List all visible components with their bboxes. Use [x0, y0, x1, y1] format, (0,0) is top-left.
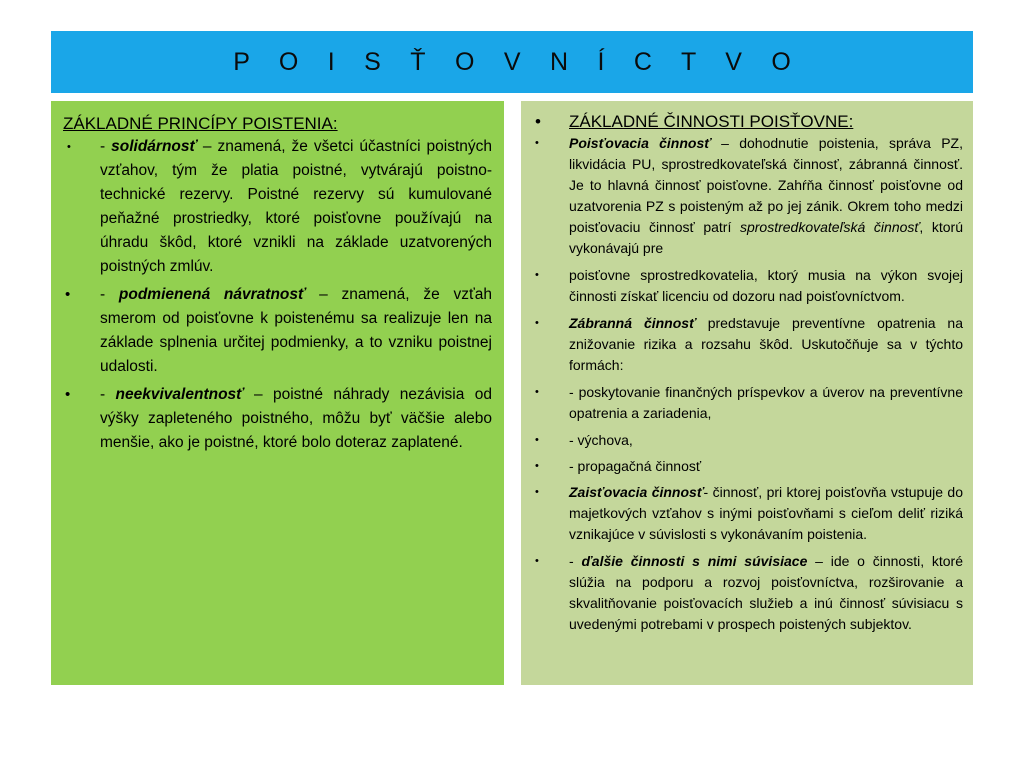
activities-list [531, 133, 963, 635]
item-term: podmienená návratnosť [118, 286, 306, 303]
bullet: • [535, 137, 539, 149]
item-text: - činnosť, pri ktorej poisťovňa vstupuje do majetkových vzťahov s inými poisťovňami s cieľom deliť riziká vznikajúce v súvislosti s vykonávaním poistenia. [569, 484, 963, 542]
item-italic: sprostredkovateľská činnosť [739, 219, 920, 235]
item-prefix: - [100, 286, 119, 303]
principles-list [63, 135, 492, 455]
item-term: ďalšie činnosti s nimi súvisiace [581, 553, 808, 569]
right-heading-text: ZÁKLADNÉ ČINNOSTI POISŤOVNE: [569, 112, 854, 131]
bullet: • [535, 555, 539, 567]
bullet: • [535, 486, 539, 498]
item-text: poisťovne sprostredkovatelia, ktorý musia na výkon svojej činnosti získať licenciu od dozoru nad poisťovníctvom. [569, 267, 963, 304]
bullet: • [535, 386, 539, 398]
item-text: – znamená, že všetci účastníci poistných vzťahov, tým že platia poistné, vytvárajú poistno-technické rezervy. Poistné rezervy sú kumulované peňažné prostriedky, ktoré poisťovne používajú na úhradu škôd, ktoré vznikli na základe uzatvorených poistných zmlúv. [100, 138, 493, 275]
bullet: • [67, 141, 71, 153]
list-item [531, 456, 963, 477]
item-prefix: - [100, 386, 116, 403]
item-term: Zaisťovacia činnosť [569, 484, 704, 500]
list-item [63, 283, 492, 379]
item-term: neekvivalentnosť [115, 386, 244, 403]
list-item [531, 430, 963, 451]
item-term: Zábranná činnosť [569, 315, 696, 331]
bullet: • [535, 434, 539, 446]
title-bar [51, 31, 973, 93]
list-item [531, 133, 963, 259]
item-text: – dohodnutie poistenia, správa PZ, likvidácia PU, sprostredkovateľská činnosť, zábranná činnosť. Je to hlavná činnosť poisťovne. Zahŕňa činnosť poisťovne od uzatvorenia PZ s poisteným až po jej zánik. Okrem toho medzi poisťovaciu činnosť patrí [569, 135, 963, 235]
list-item [531, 382, 963, 424]
list-item [63, 135, 492, 279]
item-text: – ide o činnosti, ktoré slúžia na podporu a rozvoj poisťovníctva, rozširovanie a skvalitňovanie poisťovacích služieb a inú činnosť súvisiacu s uvedenými potrebami v prospech poistených subjektov. [569, 553, 963, 632]
left-heading: ZÁKLADNÉ PRINCÍPY POISTENIA: [63, 114, 338, 133]
bullet: • [65, 386, 71, 403]
bullet: • [535, 460, 539, 472]
item-term: solidárnosť [111, 138, 197, 155]
item-text: predstavuje preventívne opatrenia na znižovanie rizika a rozsahu škôd. Uskutočňuje sa v týchto formách: [569, 315, 964, 373]
item-text: – poistné náhrady nezávisia od výšky zapleteného poistného, môžu byť väčšie alebo menšie, ako je poistné, ktoré bolo doteraz zaplatené. [100, 386, 492, 451]
item-text: – znamená, že vzťah smerom od poisťovne k poistenému sa realizuje len na základe splnenia určitej podmienky, a to vzniku poistnej udalosti. [100, 286, 492, 375]
item-prefix: - [569, 553, 582, 569]
item-text: - propagačná činnosť [569, 458, 702, 474]
item-text: - výchova, [569, 432, 633, 448]
right-panel [521, 101, 973, 685]
page-title: P O I S Ť O V N Í C T V O [233, 47, 803, 76]
bullet: • [535, 269, 539, 281]
item-text-end: , ktorú vykonávajú pre [569, 219, 963, 256]
bullet: • [535, 317, 539, 329]
list-item [531, 265, 963, 307]
item-term: Poisťovacia činnosť [569, 135, 711, 151]
list-item [531, 482, 963, 545]
list-item [63, 383, 492, 455]
list-item [531, 313, 963, 376]
bullet: • [65, 286, 71, 303]
item-prefix: - [100, 138, 112, 155]
list-item [531, 551, 963, 635]
right-heading [531, 111, 963, 133]
bullet: • [535, 112, 541, 131]
left-panel [51, 101, 504, 685]
item-text: - poskytovanie finančných príspevkov a úverov na preventívne opatrenia a zariadenia, [569, 384, 963, 421]
